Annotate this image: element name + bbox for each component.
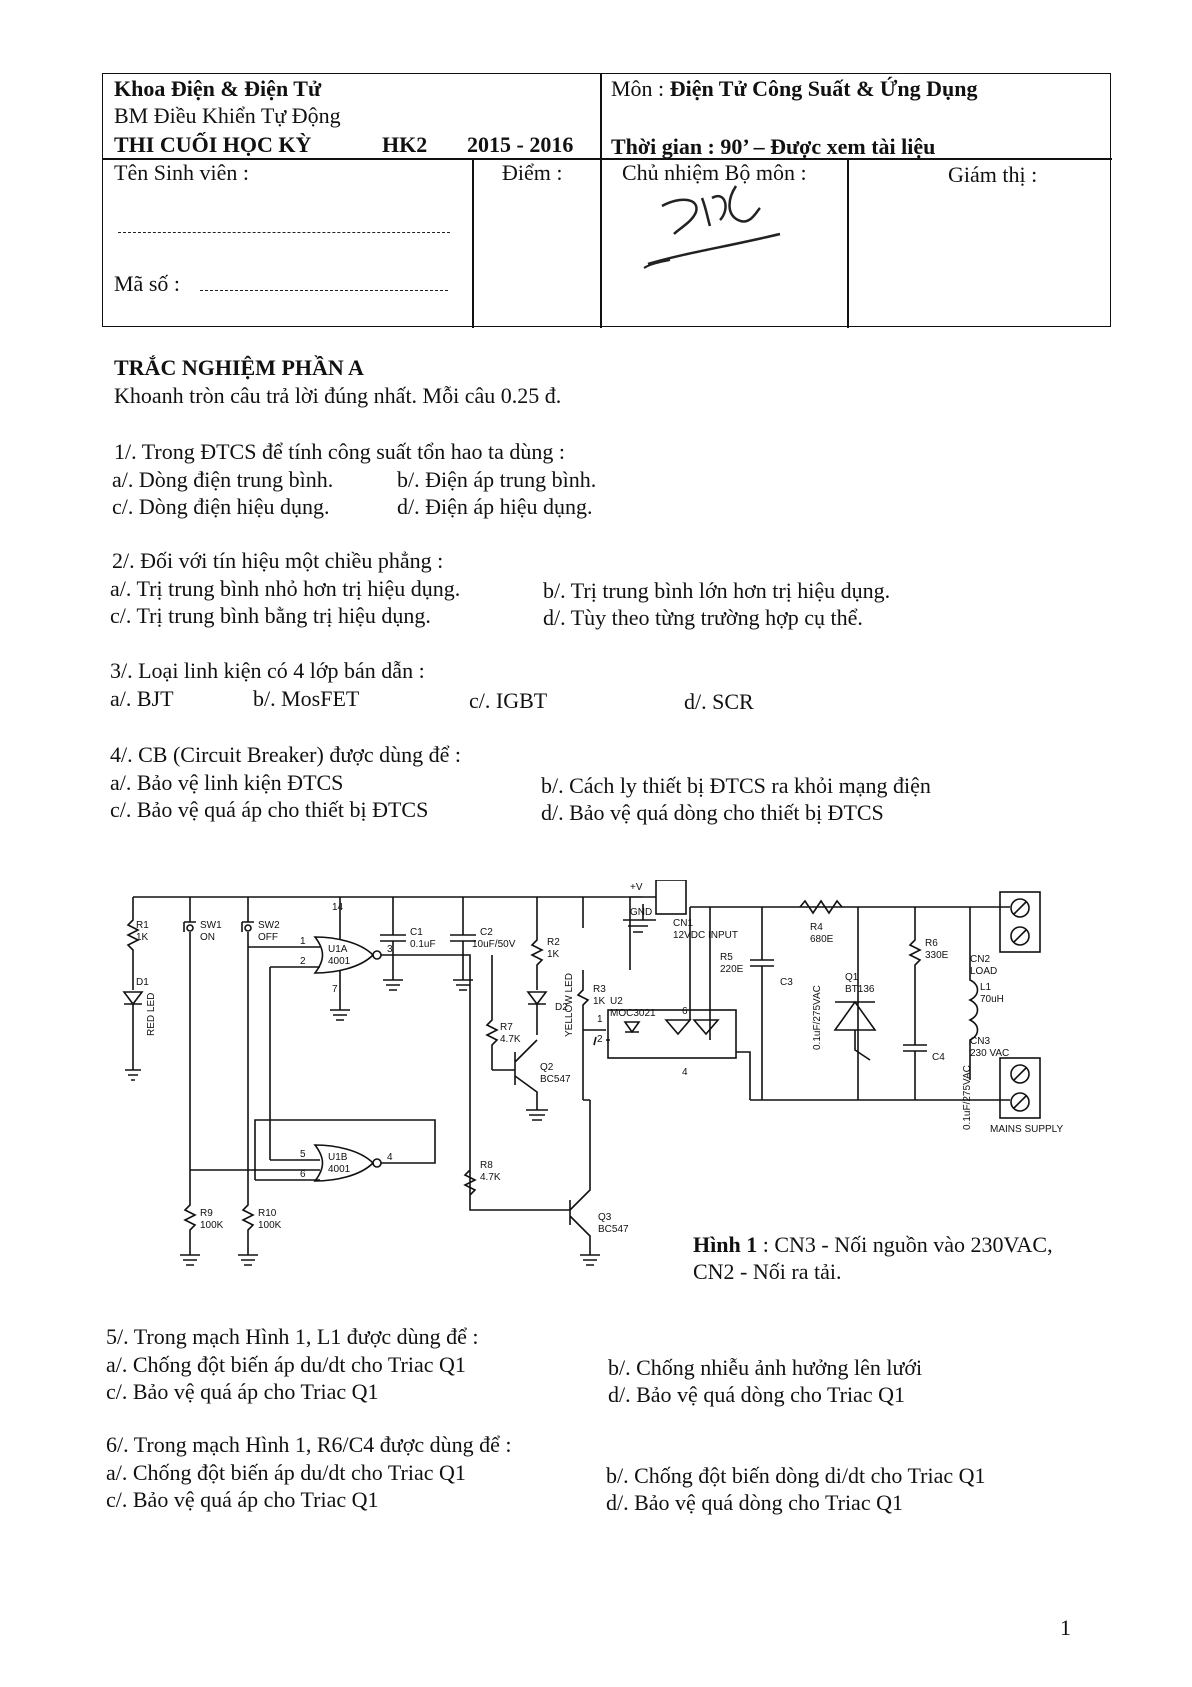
c1-label: C1 bbox=[410, 927, 423, 938]
q3-option-b[interactable]: b/. MosFET bbox=[253, 686, 360, 711]
student-id-line[interactable] bbox=[200, 290, 448, 291]
sw1-value: ON bbox=[200, 932, 215, 943]
r2-value: 1K bbox=[547, 949, 560, 960]
page-number: 1 bbox=[1060, 1615, 1071, 1640]
d1-label: D1 bbox=[136, 977, 149, 988]
score-label: Điểm : bbox=[502, 160, 563, 185]
q2-option-c[interactable]: c/. Trị trung bình bằng trị hiệu dụng. bbox=[110, 603, 431, 628]
c3-label: C3 bbox=[780, 977, 793, 988]
cn2-value: LOAD bbox=[970, 966, 998, 977]
r1-label: R1 bbox=[136, 920, 149, 931]
q2-value: BC547 bbox=[540, 1074, 571, 1085]
student-id-label: Mã số : bbox=[114, 271, 180, 296]
question-5: 5/. Trong mạch Hình 1, L1 được dùng để : bbox=[106, 1324, 479, 1349]
figure-caption: Hình 1 : CN3 - Nối nguồn vào 230VAC, bbox=[693, 1232, 1053, 1257]
pin-5: 5 bbox=[300, 1149, 306, 1160]
q1-label: Q1 bbox=[845, 972, 859, 983]
mains-label: MAINS SUPPLY bbox=[990, 1124, 1064, 1135]
r10-label: R10 bbox=[258, 1208, 277, 1219]
q5-option-a[interactable]: a/. Chống đột biến áp du/dt cho Triac Q1 bbox=[106, 1352, 466, 1377]
question-1: 1/. Trong ĐTCS để tính công suất tổn hao ta dùng : bbox=[114, 439, 565, 464]
r2-label: R2 bbox=[547, 937, 560, 948]
q2-option-d[interactable]: d/. Tùy theo từng trường hợp cụ thể. bbox=[543, 605, 863, 630]
q3-option-c[interactable]: c/. IGBT bbox=[469, 688, 548, 713]
sw2-value: OFF bbox=[258, 932, 278, 943]
yellow-led-label: YELLOW LED bbox=[564, 973, 575, 1037]
exam-time: Thời gian : 90’ – Được xem tài liệu bbox=[611, 134, 936, 159]
red-led-label: RED LED bbox=[146, 992, 157, 1036]
r9-value: 100K bbox=[200, 1220, 224, 1231]
q5-option-c[interactable]: c/. Bảo vệ quá áp cho Triac Q1 bbox=[106, 1379, 379, 1404]
r8-value: 4.7K bbox=[480, 1172, 501, 1183]
r5-value: 220E bbox=[720, 964, 744, 975]
q6-option-c[interactable]: c/. Bảo vệ quá áp cho Triac Q1 bbox=[106, 1487, 379, 1512]
q4-option-d[interactable]: d/. Bảo vệ quá dòng cho thiết bị ĐTCS bbox=[541, 800, 884, 825]
c2-value: 10uF/50V bbox=[472, 939, 516, 950]
q6-option-b[interactable]: b/. Chống đột biến dòng di/dt cho Triac Q1 bbox=[606, 1463, 986, 1488]
q4-option-b[interactable]: b/. Cách ly thiết bị ĐTCS ra khỏi mạng điện bbox=[541, 773, 931, 798]
student-name-line[interactable] bbox=[118, 232, 450, 233]
question-2: 2/. Đối với tín hiệu một chiều phẳng : bbox=[112, 548, 444, 573]
q4-option-a[interactable]: a/. Bảo vệ linh kiện ĐTCS bbox=[110, 770, 344, 795]
u2-label: U2 bbox=[610, 996, 623, 1007]
q3-label: Q3 bbox=[598, 1212, 612, 1223]
r3-label: R3 bbox=[593, 984, 606, 995]
c3-value: 0.1uF/275VAC bbox=[812, 985, 823, 1050]
sw1-label: SW1 bbox=[200, 920, 222, 931]
q2-label: Q2 bbox=[540, 1062, 554, 1073]
q1-option-d[interactable]: d/. Điện áp hiệu dụng. bbox=[397, 494, 593, 519]
c4-value: 0.1uF/275VAC bbox=[962, 1065, 973, 1130]
q1-option-c[interactable]: c/. Dòng điện hiệu dụng. bbox=[112, 494, 330, 519]
pin-2: 2 bbox=[300, 956, 306, 967]
subject: Môn : Điện Tử Công Suất & Ứng Dụng bbox=[611, 76, 978, 101]
cn3-value: 230 VAC bbox=[970, 1048, 1010, 1059]
sw2-label: SW2 bbox=[258, 920, 280, 931]
cn3-label: CN3 bbox=[970, 1036, 991, 1047]
r5-label: R5 bbox=[720, 952, 733, 963]
question-6: 6/. Trong mạch Hình 1, R6/C4 được dùng để : bbox=[106, 1432, 512, 1457]
q1-value: BT136 bbox=[845, 984, 875, 995]
q1-option-b[interactable]: b/. Điện áp trung bình. bbox=[397, 467, 597, 492]
q2-option-a[interactable]: a/. Trị trung bình nhỏ hơn trị hiệu dụng. bbox=[110, 576, 461, 601]
q6-option-d[interactable]: d/. Bảo vệ quá dòng cho Triac Q1 bbox=[606, 1490, 903, 1515]
cn1-value: 12VDC INPUT bbox=[673, 930, 739, 941]
q3-value: BC547 bbox=[598, 1224, 629, 1235]
q5-option-d[interactable]: d/. Bảo vệ quá dòng cho Triac Q1 bbox=[608, 1382, 905, 1407]
pin-7: 7 bbox=[332, 984, 338, 995]
q5-option-b[interactable]: b/. Chống nhiễu ảnh hưởng lên lưới bbox=[608, 1355, 923, 1380]
cn2-label: CN2 bbox=[970, 954, 991, 965]
pin-4: 4 bbox=[387, 1152, 393, 1163]
r4-value: 680E bbox=[810, 934, 834, 945]
question-3: 3/. Loại linh kiện có 4 lớp bán dẫn : bbox=[110, 658, 425, 683]
pin-6: 6 bbox=[300, 1169, 306, 1180]
r8-label: R8 bbox=[480, 1160, 493, 1171]
u2-pin-6: 6 bbox=[682, 1006, 688, 1017]
q6-option-a[interactable]: a/. Chống đột biến áp du/dt cho Triac Q1 bbox=[106, 1460, 466, 1485]
pin-14: 14 bbox=[332, 902, 344, 913]
r9-label: R9 bbox=[200, 1208, 213, 1219]
q2-option-b[interactable]: b/. Trị trung bình lớn hơn trị hiệu dụng. bbox=[543, 578, 891, 603]
plus-v-label: +V bbox=[630, 882, 643, 893]
pin-3: 3 bbox=[387, 944, 393, 955]
q3-option-d[interactable]: d/. SCR bbox=[684, 689, 754, 714]
r7-value: 4.7K bbox=[500, 1034, 521, 1045]
department-head-label: Chủ nhiệm Bộ môn : bbox=[622, 160, 807, 185]
c1-value: 0.1uF bbox=[410, 939, 436, 950]
r1-value: 1K bbox=[136, 932, 149, 943]
u1b-value: 4001 bbox=[328, 1164, 351, 1175]
u1a-label: U1A bbox=[328, 944, 348, 955]
u1a-value: 4001 bbox=[328, 956, 351, 967]
section-instruction: Khoanh tròn câu trả lời đúng nhất. Mỗi câu 0.25 đ. bbox=[114, 383, 562, 408]
section-title: TRẮC NGHIỆM PHẦN A bbox=[114, 355, 364, 380]
d2-label: D2 bbox=[555, 1002, 568, 1013]
figure-caption-line2: CN2 - Nối ra tải. bbox=[693, 1259, 842, 1284]
question-4: 4/. CB (Circuit Breaker) được dùng để : bbox=[110, 742, 462, 767]
semester: HK2 bbox=[382, 132, 428, 157]
l1-value: 70uH bbox=[980, 994, 1004, 1005]
proctor-label: Giám thị : bbox=[948, 162, 1038, 187]
u2-pin-1: 1 bbox=[597, 1014, 603, 1025]
cn1-label: CN1 bbox=[673, 918, 694, 929]
r10-value: 100K bbox=[258, 1220, 282, 1231]
l1-label: L1 bbox=[980, 982, 992, 993]
r6-label: R6 bbox=[925, 938, 938, 949]
r6-value: 330E bbox=[925, 950, 949, 961]
r7-label: R7 bbox=[500, 1022, 513, 1033]
signature bbox=[640, 168, 800, 278]
c2-label: C2 bbox=[480, 927, 493, 938]
school-year: 2015 - 2016 bbox=[467, 132, 574, 157]
u2-value: MOC3021 bbox=[610, 1008, 656, 1019]
r3-value: 1K bbox=[593, 996, 606, 1007]
u2-pin-2: 2 bbox=[597, 1034, 603, 1045]
faculty: Khoa Điện & Điện Tử bbox=[114, 76, 322, 101]
pin-1: 1 bbox=[300, 936, 306, 947]
r4-label: R4 bbox=[810, 922, 823, 933]
gnd-label: GND bbox=[630, 907, 653, 918]
c4-label: C4 bbox=[932, 1052, 945, 1063]
q1-option-a[interactable]: a/. Dòng điện trung bình. bbox=[112, 467, 334, 492]
exam-name: THI CUỐI HỌC KỲ bbox=[114, 132, 312, 157]
q3-option-a[interactable]: a/. BJT bbox=[110, 686, 174, 711]
student-name-label: Tên Sinh viên : bbox=[114, 160, 250, 185]
q4-option-c[interactable]: c/. Bảo vệ quá áp cho thiết bị ĐTCS bbox=[110, 797, 429, 822]
department: BM Điều Khiển Tự Động bbox=[114, 103, 341, 128]
u1b-label: U1B bbox=[328, 1152, 348, 1163]
u2-pin-4: 4 bbox=[682, 1067, 688, 1078]
